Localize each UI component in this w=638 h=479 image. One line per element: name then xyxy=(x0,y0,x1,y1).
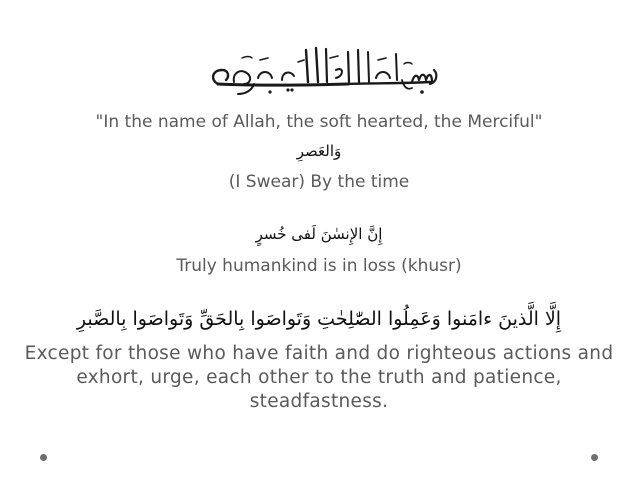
left-dot-decoration xyxy=(40,454,47,461)
translation-bismillah: "In the name of Allah, the soft hearted, the Merciful" xyxy=(95,112,543,132)
translation-verse-1: (I Swear) By the time xyxy=(228,172,410,192)
arabic-verse-1: وَالعَصرِ xyxy=(296,142,342,160)
arabic-verse-2: إِنَّ الإِنسٰنَ لَفى خُسرٍ xyxy=(255,225,383,243)
arabic-verse-3: إِلَّا الَّذينَ ءامَنوا وَعَمِلُوا الصّٰلِحٰتِ وَتَواصَوا بِالحَقِّ وَتَواصَوا بِالصَّبرِ xyxy=(76,308,562,330)
bismillah-calligraphy-image xyxy=(198,40,443,98)
translation-verse-2: Truly humankind is in loss (khusr) xyxy=(176,256,462,276)
translation-verse-3: Except for those who have faith and do righteous actions and exhort, urge, each other to the truth and patience, steadfastness. xyxy=(24,343,614,412)
right-dot-decoration xyxy=(591,454,598,461)
